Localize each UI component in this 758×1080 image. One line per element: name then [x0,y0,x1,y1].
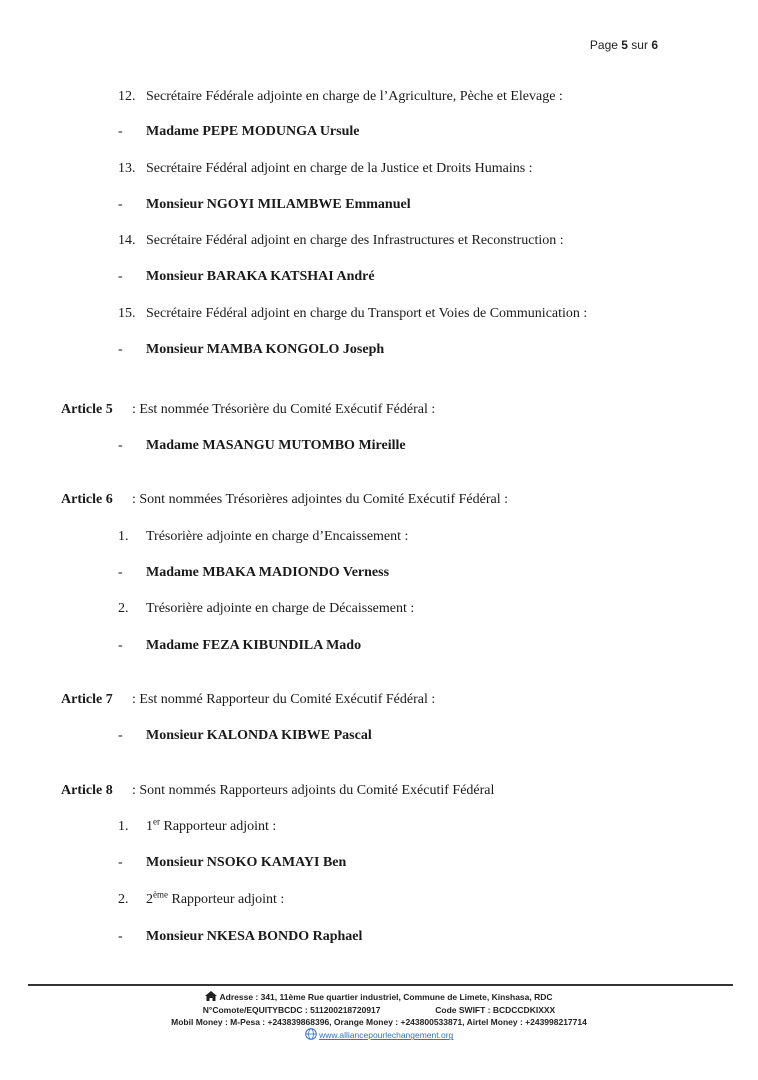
footer-divider [28,984,733,986]
footer-address-line [0,991,758,1004]
appointee-name: Monsieur KALONDA KIBWE Pascal [146,728,372,743]
item-title: Secrétaire Fédéral adjoint en charge du Transport et Voies de Communication : [146,306,588,321]
item-number: 2. [118,601,129,616]
footer [0,991,758,1043]
appointee-name: Madame PEPE MODUNGA Ursule [146,124,360,139]
item-title: Secrétaire Fédéral adjoint en charge des Infrastructures et Reconstruction : [146,233,564,248]
footer-swift: Code SWIFT : BCDCCDKIXXX [435,1005,556,1016]
footer-bank-line [0,1004,758,1016]
article-label: Article 8 [61,783,113,798]
footer-website-line [0,1028,758,1043]
item-number: 15. [118,306,136,321]
article-label: Article 5 [61,402,113,417]
appointee-name: Madame MBAKA MADIONDO Verness [146,565,390,580]
appointee-name: Monsieur NGOYI MILAMBWE Emmanuel [146,197,411,212]
article-text: : Sont nommées Trésorières adjointes du Comité Exécutif Fédéral : [132,492,508,507]
footer-account: N°Comote/EQUITYBCDC : 511200218720917 [202,1005,381,1016]
appointee-name: Monsieur NKESA BONDO Raphael [146,929,363,944]
website-link[interactable]: www.alliancepourlechangement.org [319,1030,454,1040]
appointee-name: Monsieur NSOKO KAMAYI Ben [146,855,347,870]
appointee-name: Monsieur BARAKA KATSHAI André [146,269,375,284]
article-label: Article 7 [61,692,113,707]
item-number: 13. [118,161,136,176]
item-number: 12. [118,89,136,104]
item-number: 1. [118,819,129,834]
article-text: : Sont nommés Rapporteurs adjoints du Comité Exécutif Fédéral [132,783,495,798]
footer-address: Adresse : 341, 11ème Rue quartier industriel, Commune de Limete, Kinshasa, RDC [219,992,553,1002]
item-title: Trésorière adjointe en charge de Décaissement : [146,601,415,616]
item-title: Secrétaire Fédérale adjointe en charge de l’Agriculture, Pèche et Elevage : [146,89,563,104]
article-label: Article 6 [61,492,113,507]
footer-mobile-money: Mobil Money : M-Pesa : +243839868396, Orange Money : +243800533871, Airtel Money : +243998217714 [171,1017,587,1028]
item-number: 2. [118,892,129,907]
page-number: Page 5 sur 6 [589,38,658,52]
item-title: 1er Rapporteur adjoint : [146,816,277,834]
appointee-name: Madame MASANGU MUTOMBO Mireille [146,438,406,453]
item-title: Trésorière adjointe en charge d’Encaissement : [146,529,409,544]
globe-icon [305,1028,317,1043]
article-text: : Est nommée Trésorière du Comité Exécutif Fédéral : [132,402,436,417]
article-text: : Est nommé Rapporteur du Comité Exécutif Fédéral : [132,692,436,707]
item-number: 1. [118,529,129,544]
appointee-name: Madame FEZA KIBUNDILA Mado [146,638,362,653]
appointee-name: Monsieur MAMBA KONGOLO Joseph [146,342,385,357]
item-title: 2ème Rapporteur adjoint : [146,889,285,907]
item-number: 14. [118,233,136,248]
home-icon [205,991,217,1004]
item-title: Secrétaire Fédéral adjoint en charge de la Justice et Droits Humains : [146,161,533,176]
